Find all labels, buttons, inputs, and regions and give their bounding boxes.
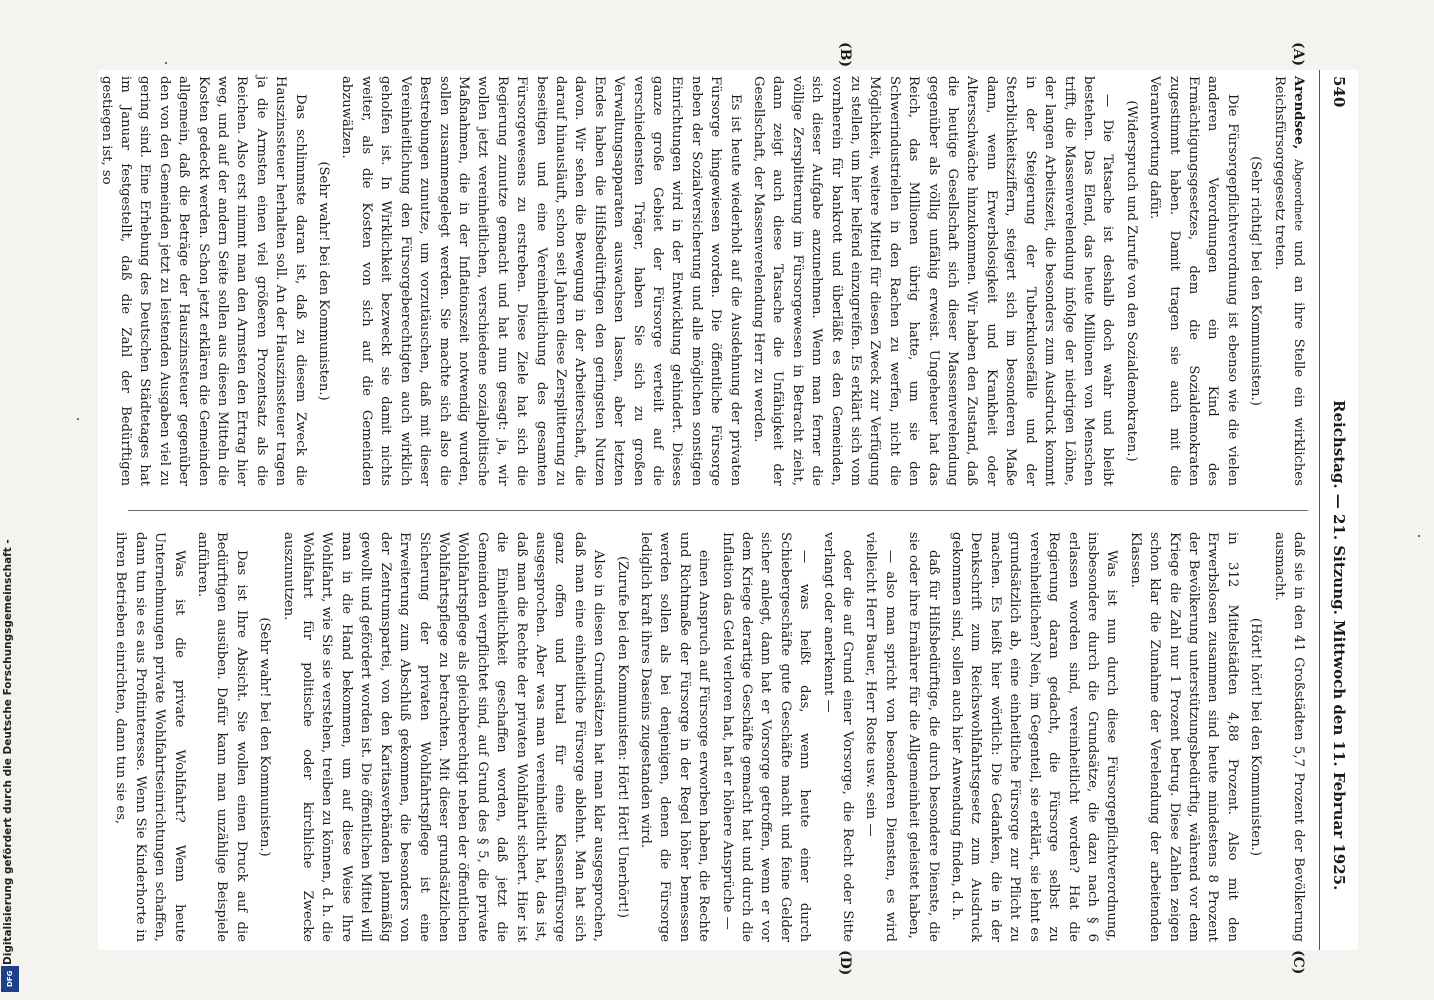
running-head: Reichstag. — 21. Sitzung. Mittwoch den 11. Februar 1925. <box>1330 400 1348 891</box>
interjection: (Hört! hört! bei den Kommunisten.) <box>1248 617 1264 857</box>
paragraph: Es ist heute wiederholt auf die Ausdehnung der privaten Fürsorge hingewiesen worden. Die öffentliche Fürsorge neben der Sozialversicherung und alle möglichen sonstigen Einrichtungen wird in der Entwicklung gehindert. Dieses ganze große Gebiet der Fürsorge verteilt auf die verschiedensten Träger, haben Sie sich zu großen Verwaltungsapparaten auswachsen lassen, aber letzten Endes haben die Hilfsbedürftigen den geringsten Nutzen davon. Wir sehen die Bewegung in der Arbeiterschaft, die darauf hinausläuft, schon seit Jahren diese Zersplitterung zu beseitigen und eine Vereinheitlichung des gesamten Fürsorgewesens zu erstreben. Diese Ziele hat sich die Regierung zunutze gemacht und hat nun gesagt: ja, wir wollen jetzt vereinheitlichen, verschiedene sozialpolitische Maßnahmen, die in der Inflationszeit notwendig wurden, sollen zusammengelegt werden. Sie machte sich also die Bestrebungen zunutze, um vorzutäuschen, daß mit dieser Vereinheitlichung den Fürsorgeberechtigten auch wirklich geholfen ist. In Wirklichkeit bezweckt sie damit nichts weiter, als die Kosten von sich auf die Gemeinden abzuwälzen. <box>339 76 743 486</box>
paragraph: Was ist nun durch diese Fürsorgepflichtverordnung, insbesondere durch die Grundsätze, die dazu nach § 6 erlassen worden sind, vereinheitlicht worden? Hat die Regierung daran gedacht, die Fürsorge selbst zu vereinheitlichen? Nein, im Gegenteil, sie erklärt, sie lehnt es grundsätzlich ab, eine einheitliche Fürsorge zur Pflicht zu machen. Es heißt hier wörtlich: Die Gedanken, die in der Denkschrift zum Reichswohlfahrtsgesetz zum Ausdruck gekommen sind, sollen auch hier Anwendung finden, d. h. <box>949 532 1120 942</box>
funding-strip <box>0 0 22 1000</box>
interjection: (Zurufe bei den Kommunisten: Hört! Hört! Unerhört!) <box>614 556 630 918</box>
paragraph: Die Fürsorgepflichtverordnung ist ebenso wie die vielen anderen Verordnungen ein Kind des Ermächtigungsgesetzes, dem die Sozialdemokraten zugestimmt haben. Damit tragen sie auch mit die Verantwortung dafür. <box>1147 76 1240 486</box>
margin-label-a: (A) <box>1290 42 1306 67</box>
scan-speck <box>1418 535 1420 537</box>
paragraph: — also man spricht von besonderen Diensten, es wird vielleicht Herr Bauer, Herr Roste usw. sein — <box>863 532 898 942</box>
speaker-role: Abgeordnete <box>1292 159 1305 231</box>
document-page <box>98 42 1358 976</box>
paragraph: daß sie in den 41 Großstädten 5,7 Prozent der Bevölkerung ausmacht. <box>1271 532 1306 942</box>
dfg-logo: DFG <box>1 966 19 992</box>
paragraph: Das schlimmste daran ist, daß zu diesem Zweck die Hauszinssteuer herhalten soll. An der Hauszinssteuer tragen ja die Armsten einen viel größeren Prozentsatz als die Reichen. Also erst nimmt man den Armsten den Ertrag hier weg, und auf der andern Seite sollen aus diesen Mitteln die Kosten gedeckt werden. Schon jetzt erklären die Gemeinden allgemein, daß die Beträge der Hauszinssteuer gegenüber den von den Gemeinden jetzt zu leistenden Ausgaben viel zu gering sind. Eine Erhebung des Deutschen Städtetages hat im Januar festgestellt, daß die Zahl der Bedürftigen gestiegen ist, so <box>98 76 308 486</box>
margin-label-c: (C) <box>1290 950 1306 975</box>
margin-label-d: (D) <box>837 950 853 976</box>
interjection: (Sehr wahr! bei den Kommunisten.) <box>257 617 273 857</box>
paragraph: Was ist die private Wohlfahrt? Wenn heute Unternehmungen private Wohlfahrtseinrichtungen schaffen, dann tun sie es aus Profitinteresse. Wenn Sie Kinderhorte in ihren Betrieben einrichten, dann tun sie es, <box>113 532 187 942</box>
interjection: (Sehr richtig! bei den Kommunisten.) <box>1248 156 1264 406</box>
page-header <box>1319 70 1358 950</box>
column-divider <box>128 510 1308 511</box>
interjection: (Sehr wahr! bei den Kommunisten.) <box>316 161 332 401</box>
interjection: (Widerspruch und Zurufe von den Sozialdemokraten.) <box>1123 100 1139 462</box>
right-column <box>113 532 1308 942</box>
left-column <box>98 76 1308 486</box>
funding-note: Digitalisierung gefördert durch die Deutsche Forschungsgemeinschaft - <box>2 539 14 965</box>
paragraph: Arendsee, Abgeordnete und an ihre Stelle ein wirkliches Reichsfürsorgegesetz treten. <box>1271 76 1306 486</box>
quoted-passage: daß für Hilfsbedürftige, die durch besondere Dienste, die sie oder ihre Ernährer für die Allgemeinheit geleistet haben, <box>906 532 941 942</box>
speaker-name: Arendsee, <box>1291 76 1306 150</box>
page-number: 540 <box>1330 76 1348 108</box>
quoted-passage: oder die auf Grund einer Vorsorge, die Recht oder Sitte verlangt oder anerkennt — <box>820 532 856 942</box>
paragraph: Also in diesen Grundsätzen hat man klar ausgesprochen, daß man eine einheitliche Fürsorge ablehnt. Man hat sich ganz offen und brutal für eine Klassenfürsorge ausgesprochen. Aber was man vereinheitlicht hat, das ist, daß man die Rechte der privaten Wohlfahrt sichert. Hier ist die Einheitlichkeit geschaffen worden, daß jetzt die Gemeinden verpflichtet sind, auf Grund des § 5, die private Wohlfahrtspflege als gleichberechtigt neben der öffentlichen Wohlfahrtspflege zu betrachten. Mit dieser grundsätzlichen Sicherung der privaten Wohlfahrtspflege ist eine Erweiterung zum Abschluß gekommen, die besonders von der Zentrumspartei, von den Karitasverbänden planmäßig gewollt und gefördert worden ist. Die öffentlichen Mittel will man in die Hand bekommen, um auf diese Weise Ihre Wohlfahrt, wie Sie sie verstehen, treiben zu können, d. h. die Wohlfahrt für politische oder kirchliche Zwecke auszunutzen. <box>280 532 607 942</box>
margin-label-b: (B) <box>837 42 853 68</box>
scan-speck <box>165 62 167 64</box>
paragraph: — was heißt das, wenn heute einer durch Schiebergeschäfte gute Geschäfte macht und feine Gelder sicher anlegt, dann hat er Vorsorge getroffen, wenn er vor dem Kriege derartige Geschäfte gemacht hat und durch die Inflation das Geld verloren hat, hat er höhere Ansprüche — <box>719 532 813 942</box>
scan-speck <box>77 418 79 420</box>
paragraph: Das ist Ihre Absicht. Sie wollen einen Druck auf die Bedürftigen ausüben. Dafür kann man unzählige Beispiele anführen. <box>195 532 249 942</box>
quoted-passage: einen Anspruch auf Fürsorge erworben haben, die Rechte und Richtmaße der Fürsorge in der Regel höher bemessen werden sollen als bei denjenigen, denen die Fürsorge lediglich kraft ihres Daseins zugestanden wird. <box>638 532 712 942</box>
paragraph: in 312 Mittelstädten 4,88 Prozent. Also mit den Erwerbslosen zusammen sind heute mindestens 8 Prozent der Bevölkerung unterstützungsbedürftig, während vor dem Kriege die Zahl nur 1 Prozent betrug. Diese Zahlen zeigen schon klar die Zunahme der Verelendung der arbeitenden Klassen. <box>1127 532 1240 942</box>
paragraph: — Die Tatsache ist deshalb doch wahr und bleibt bestehen. Das Elend, das heute Millionen von Menschen trifft, die Massenverelendung infolge der niedrigen Löhne, der langen Arbeitszeit, die besonders zum Ausdruck kommt in der Steigerung der Tuberkulosefälle und der Sterblichkeitsziffern, steigert sich im besonderen Maße dann, wenn Erwerbslosigkeit und Krankheit oder Altersschwäche hinzukommen. Wir haben den Zustand, daß die heutige Gesellschaft sich dieser Massenverelendung gegenüber als völlig unfähig erweist. Ungeheuer hat das Reich, das Millionen übrig hatte, um sie den Schwerindustriellen in den Rachen zu werfen, nicht die Möglichkeit, weitere Mittel für diesen Zweck zur Verfügung zu stellen, um hier helfend einzugreifen. Es erklärt sich vom vornherein für bankrott und überläßt es den Gemeinden, sich dieser Aufgabe anzunehmen. Wenn man ferner die völlige Zersplitterung im Fürsorgewesen in Betracht zieht, dann zeigt auch diese Tatsache die Unfähigkeit der Gesellschaft, der Massenverelendung Herr zu werden. <box>751 76 1116 486</box>
